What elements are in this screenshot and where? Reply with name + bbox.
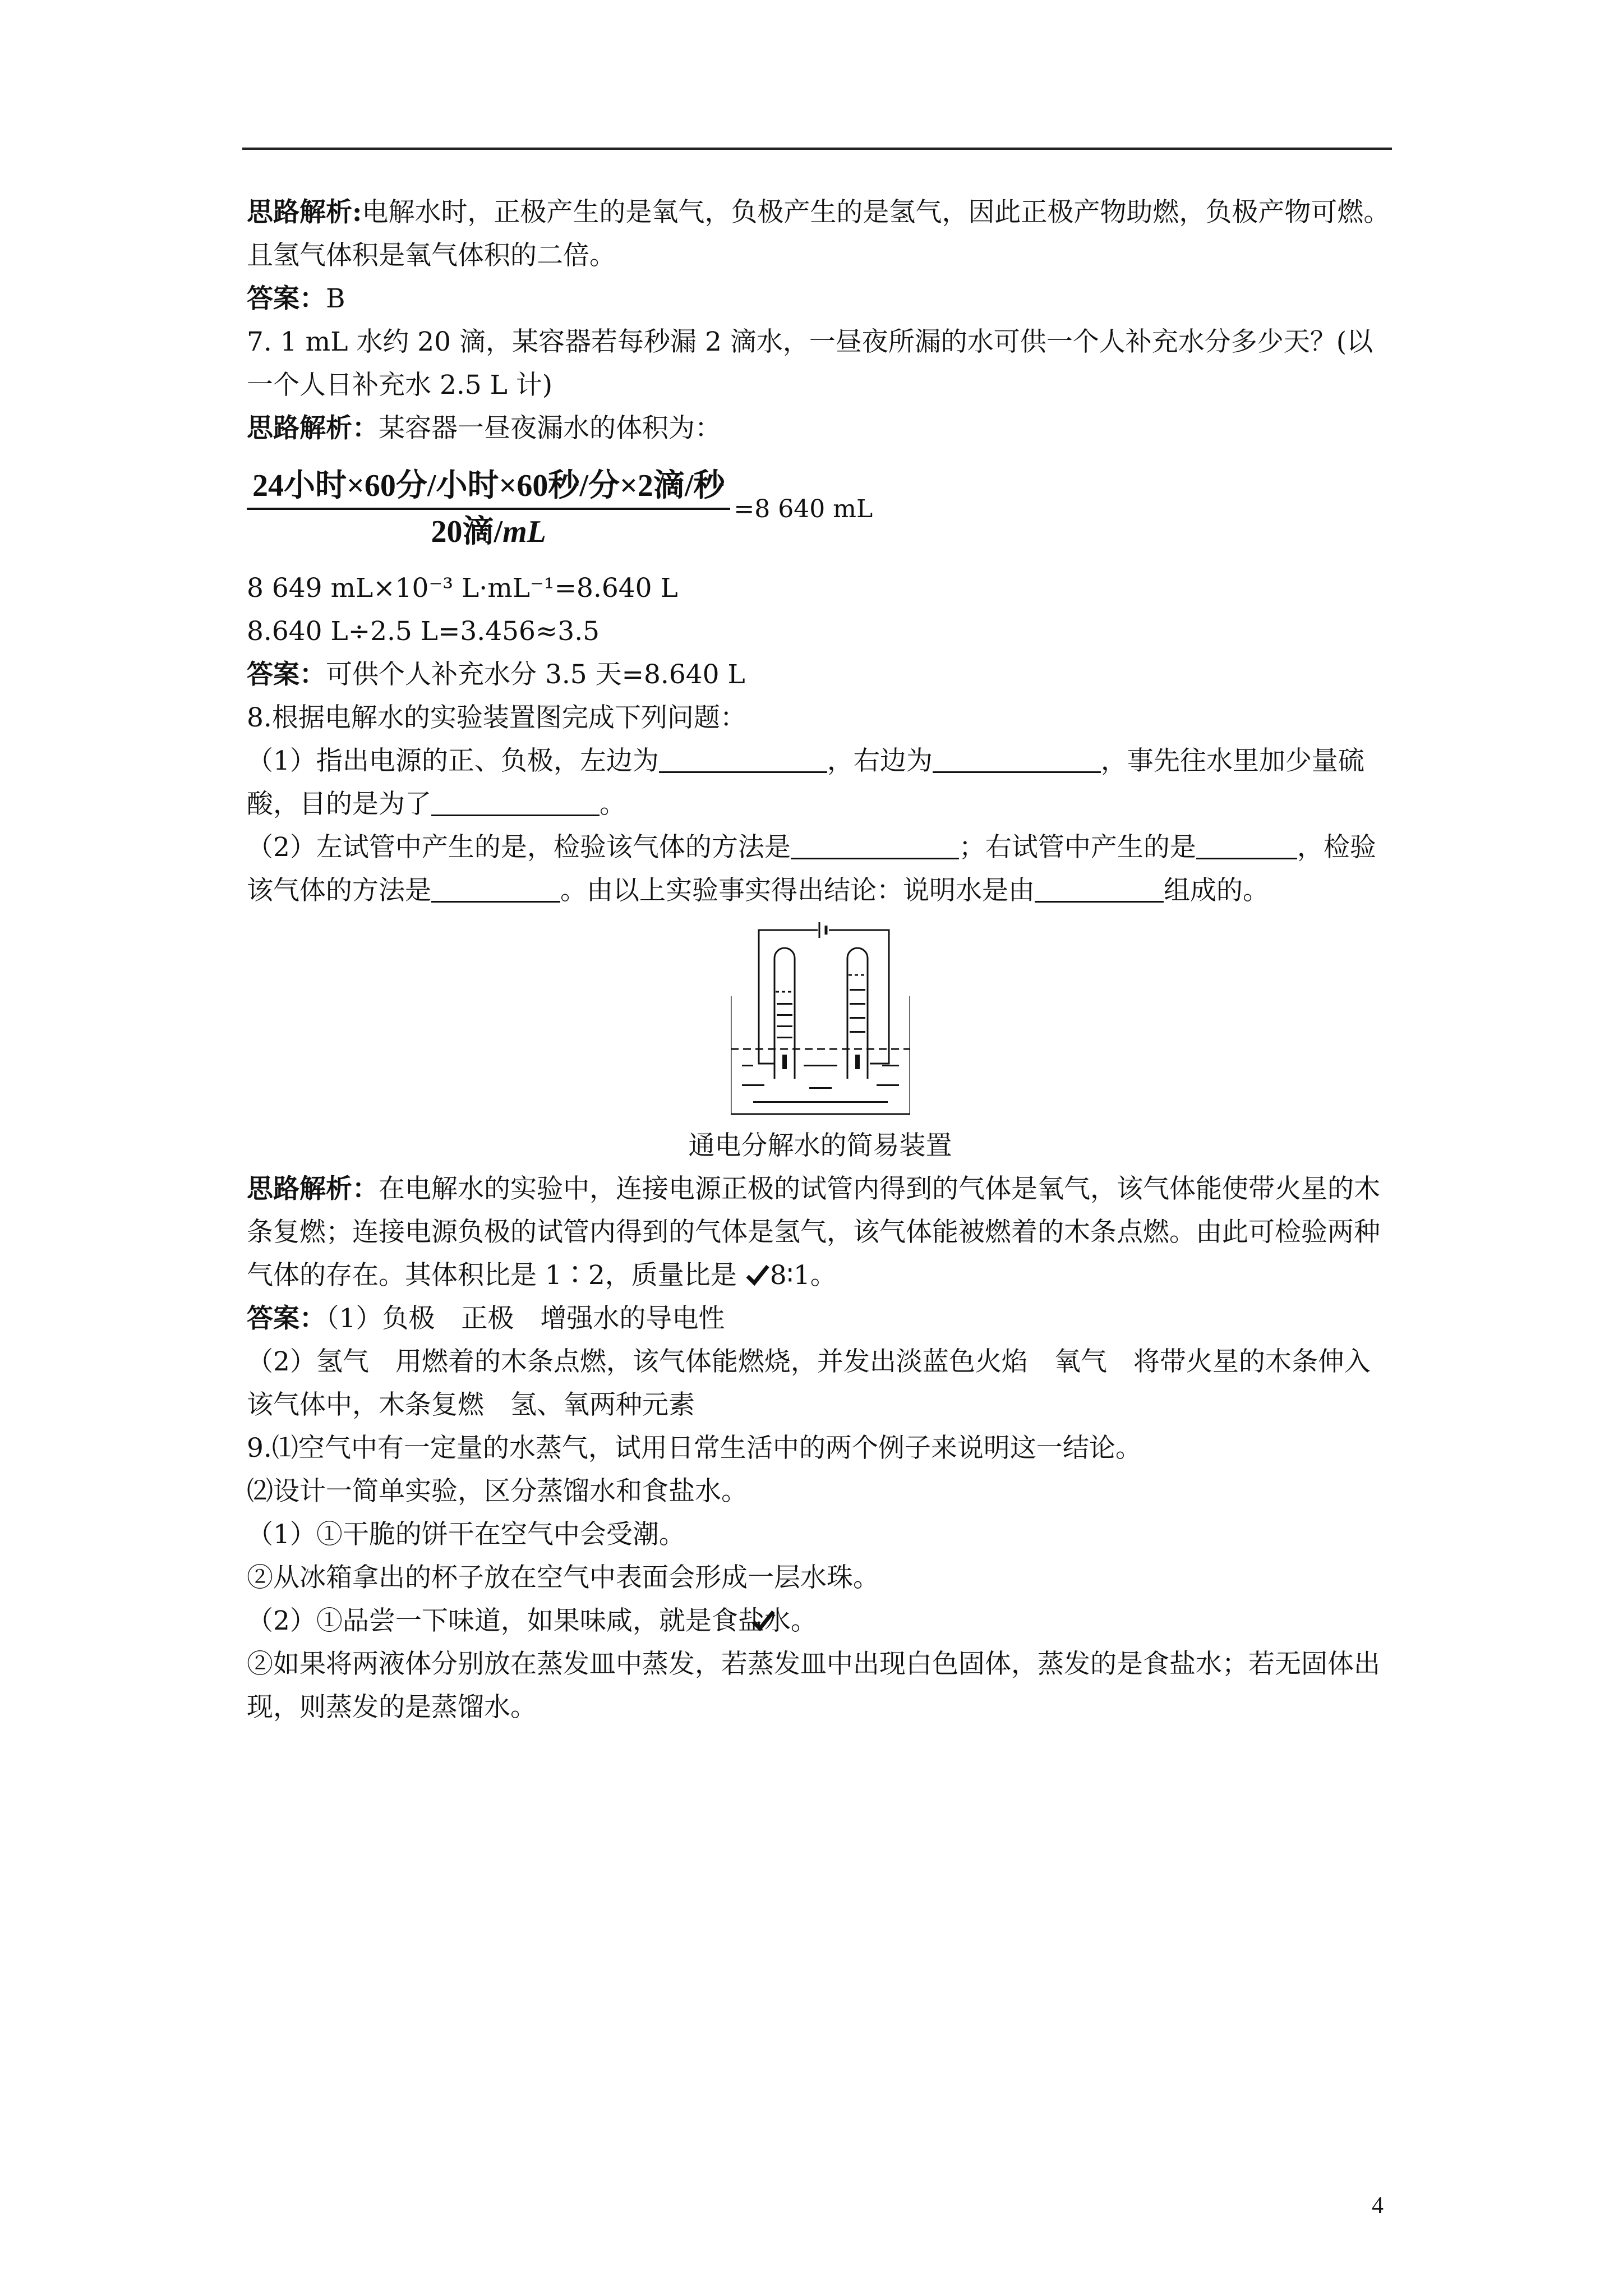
analysis-paragraph-8: 思路解析：在电解水的实验中，连接电源正极的试管内得到的气体是氧气，该气体能使带火星的木条复燃；连接电源负极的试管内得到的气体是氢气，该气体能被燃着的木条点燃。由此可检验两种气体的存在。其体积比是 1∶2，质量比是 8∶1。 — [247, 1174, 1380, 1291]
checkmark-icon — [745, 1263, 770, 1287]
analysis-label: 思路解析: — [247, 197, 362, 228]
analysis-paragraph-7 — [247, 407, 1394, 450]
electrolysis-apparatus-diagram — [731, 919, 910, 1121]
answer-paragraph-6 — [247, 277, 1394, 320]
answer-label: 答案： — [247, 283, 326, 314]
answer-9-3: （2）①品尝一下味道，如果味咸，就是食盐水。 — [247, 1605, 817, 1636]
question-9-line-2: ⑵设计一简单实验，区分蒸馏水和食盐水。 — [247, 1476, 748, 1507]
answer-9-4: ②如果将两液体分别放在蒸发皿中蒸发，若蒸发皿中出现白色固体，蒸发的是食盐水；若无固体出现，则蒸发的是蒸馏水。 — [247, 1649, 1380, 1723]
question-8-title: 8.根据电解水的实验装置图完成下列问题： — [247, 702, 746, 733]
question-9-line-1: 9.⑴空气中有一定量的水蒸气，试用日常生活中的两个例子来说明这一结论。 — [247, 1433, 1142, 1464]
analysis-text: 电解水时，正极产生的是氧气，负极产生的是氢气，因此正极产物助燃，负极产物可燃。且氢气体积是氧气体积的二倍。 — [247, 197, 1390, 271]
answer-paragraph-7 — [247, 653, 1394, 696]
answer-blank — [791, 830, 959, 859]
answer-9-2: ②从冰箱拿出的杯子放在空气中表面会形成一层水珠。 — [247, 1562, 879, 1593]
fraction-bar — [247, 508, 730, 510]
answer-text: 可供个人补充水分 3.5 天=8.640 L — [326, 659, 745, 690]
analysis-paragraph-6 — [247, 191, 1394, 277]
answer-paragraph-8: 答案：（1）负极 正极 增强水的导电性 — [247, 1303, 725, 1334]
page-content — [247, 191, 1394, 1729]
answer-label: 答案： — [247, 1303, 326, 1334]
question-7: 7. 1 mL 水约 20 滴，某容器若每秒漏 2 滴水，一昼夜所漏的水可供一个人补充水分多少天？(以一个人日补充水 2.5 L 计) — [247, 326, 1373, 401]
calc-line-1: 8 649 mL×10⁻³ L·mL⁻¹=8.640 L — [247, 573, 678, 604]
answer-blank — [933, 743, 1101, 773]
question-8-part-2: （2）左试管中产生的是，检验该气体的方法是 ；右试管中产生的是 ，检验该气体的方法是 。由以上实验事实得出结论：说明水是由 组成的。 — [247, 826, 1394, 912]
analysis-label: 思路解析： — [247, 1174, 379, 1204]
fraction — [247, 466, 730, 551]
answer-blank — [431, 873, 560, 903]
question-8-part-1: （1）指出电源的正、负极，左边为 ，右边为 ，事先往水里加少量硫酸，目的是为了 。 — [247, 739, 1394, 826]
answer-label: 答案： — [247, 659, 326, 690]
answer-9-1: （1）①干脆的饼干在空气中会受潮。 — [247, 1519, 685, 1550]
answer-blank — [431, 786, 600, 816]
fraction-result: =8 640 mL — [734, 494, 873, 523]
fraction-numerator: 24小时×60分/小时×60秒/分×2滴/秒 — [252, 468, 725, 503]
answer-blank — [659, 743, 827, 773]
figure-caption: 通电分解水的简易装置 — [688, 1130, 952, 1161]
page-number: 4 — [1372, 2193, 1384, 2219]
calc-line-2: 8.640 L÷2.5 L=3.456≈3.5 — [247, 616, 600, 647]
header-rule — [242, 148, 1392, 150]
analysis-text: 某容器一昼夜漏水的体积为： — [379, 413, 721, 444]
answer-text: B — [326, 283, 345, 314]
answer-blank — [1196, 830, 1297, 859]
volume-formula — [247, 461, 1394, 556]
electrolysis-figure — [247, 919, 1394, 1121]
answer-blank — [1035, 873, 1164, 903]
answer-8-line-2: （2）氢气 用燃着的木条点燃，该气体能燃烧，并发出淡蓝色火焰 氧气 将带火星的木条伸入该气体中，木条复燃 氢、氧两种元素 — [247, 1346, 1371, 1420]
analysis-label: 思路解析： — [247, 413, 379, 444]
fraction-denominator: 20滴/mL — [431, 514, 546, 549]
